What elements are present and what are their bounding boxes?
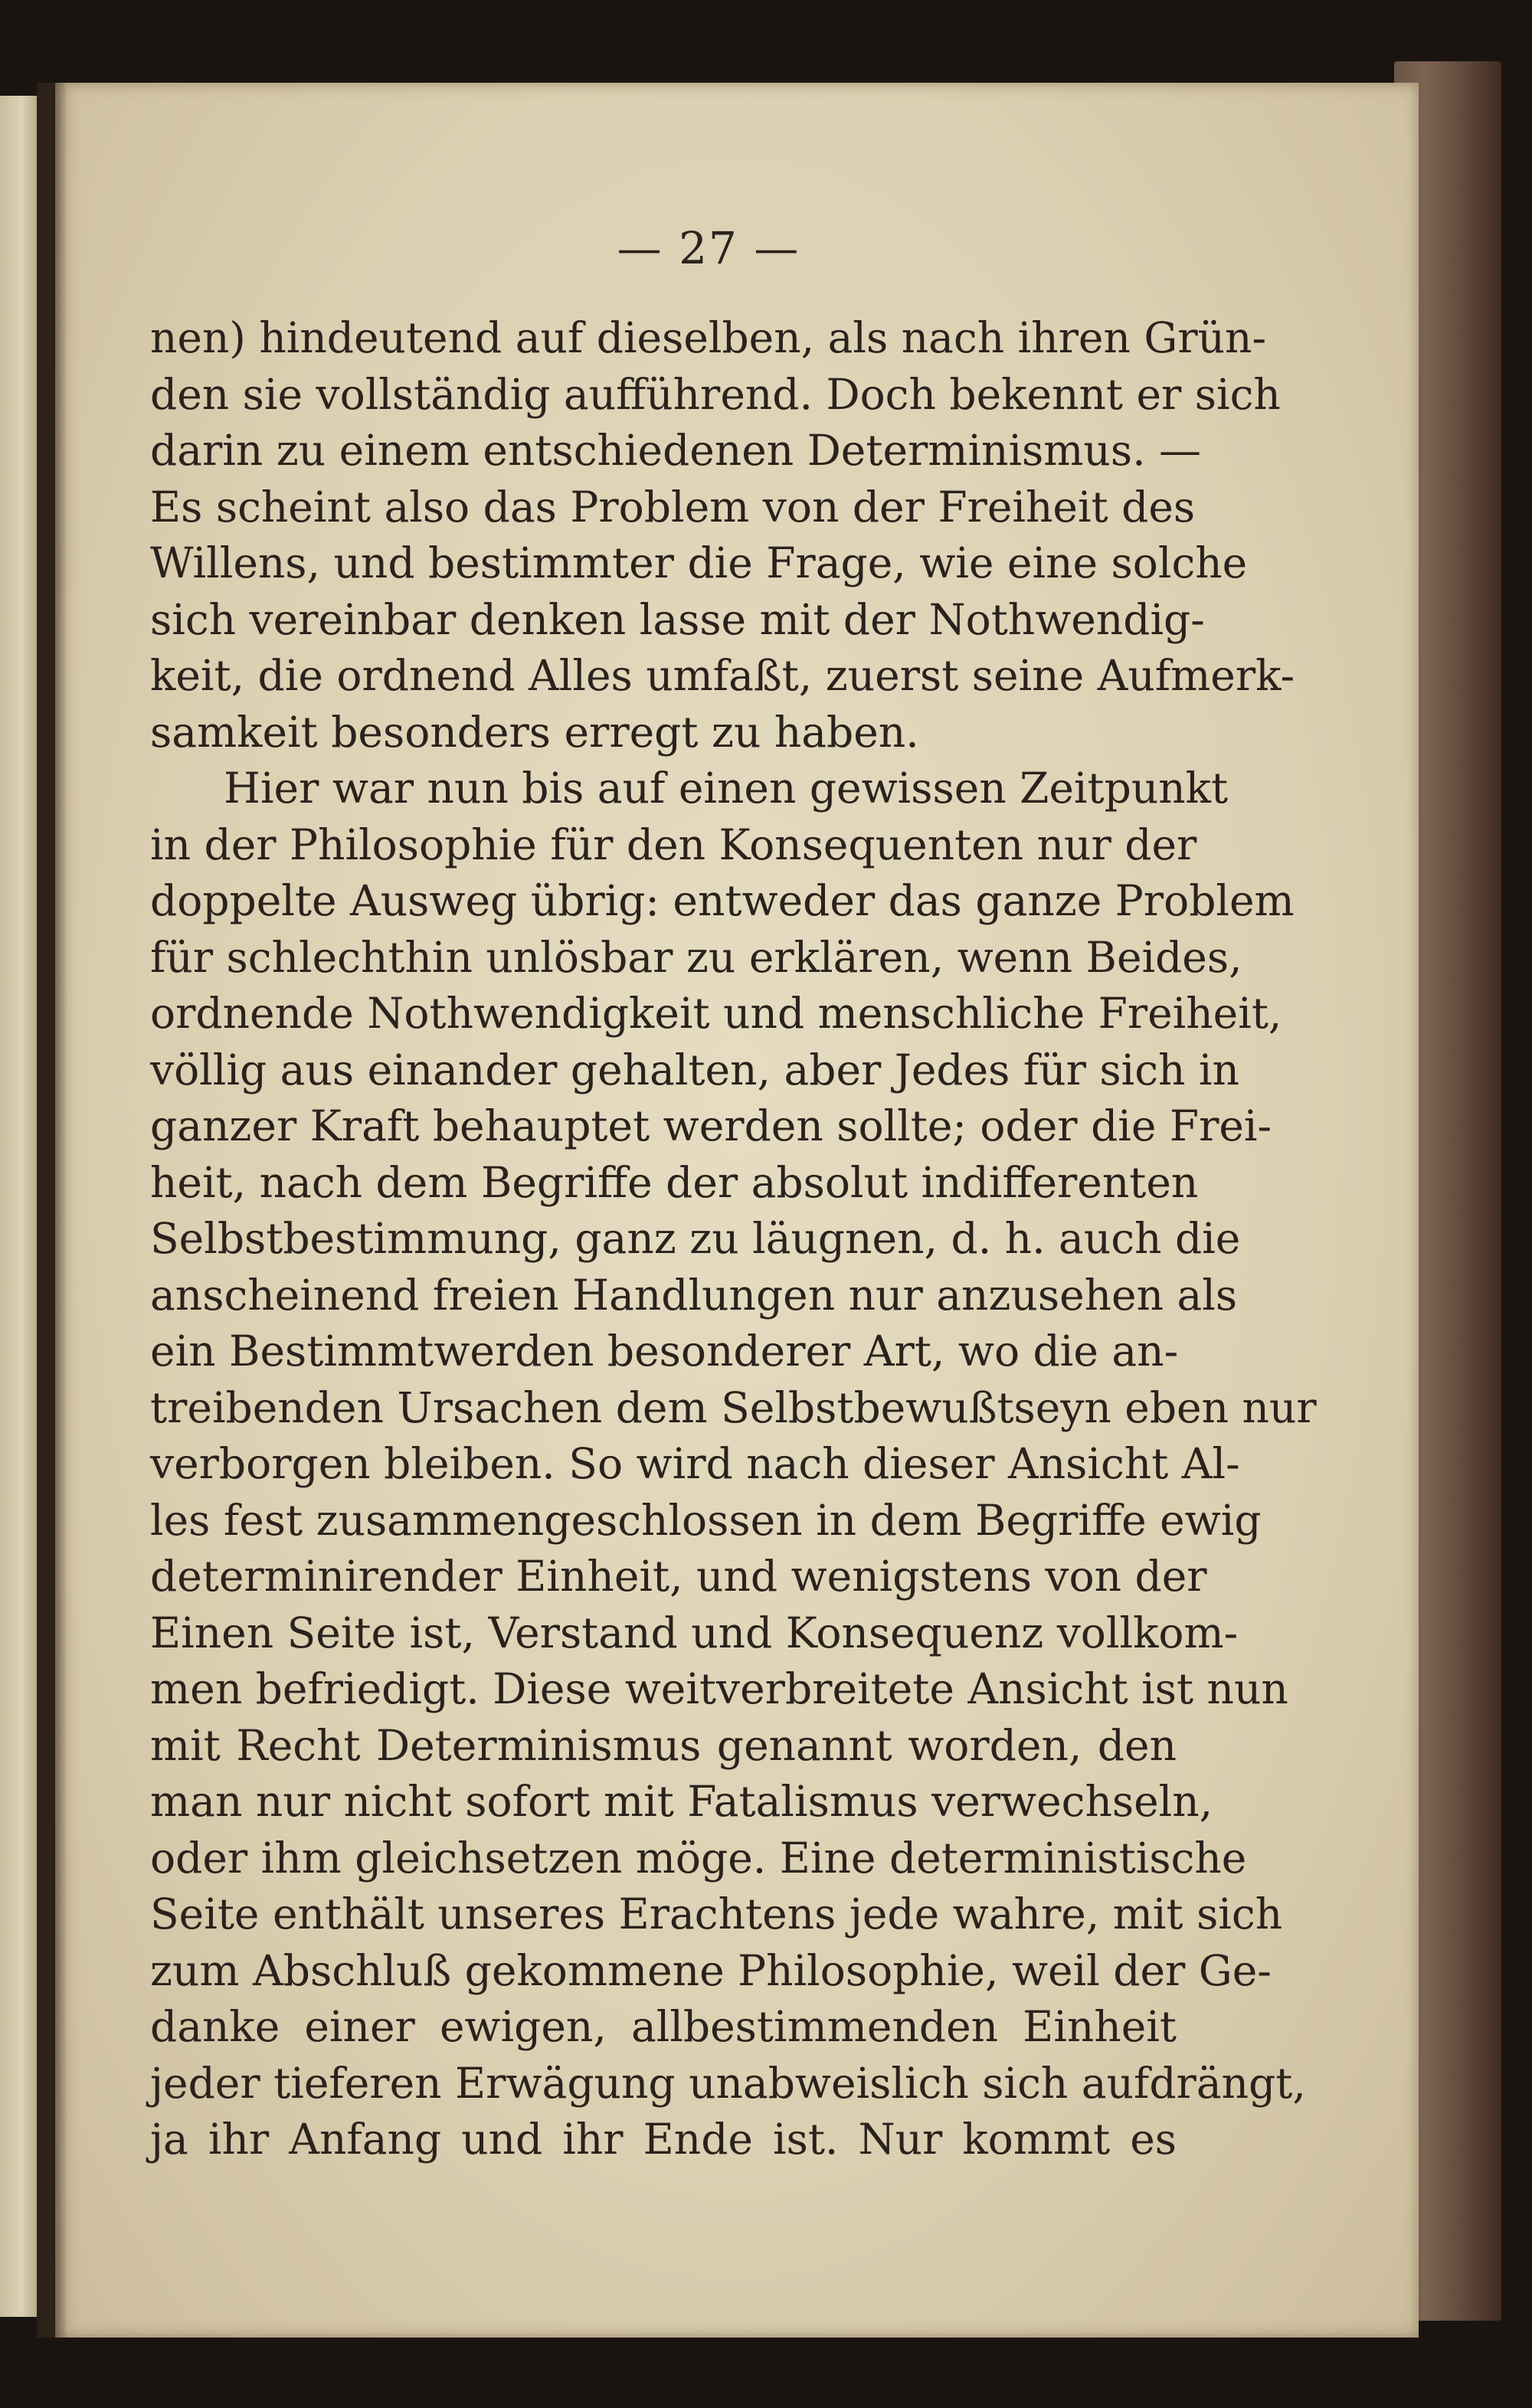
text-line: oder ihm gleichsetzen möge. Eine deterministische (150, 1833, 1247, 1883)
gutter-shadow (37, 83, 67, 2338)
text-line: man nur nicht sofort mit Fatalismus verwechseln, (150, 1777, 1213, 1826)
text-line: les fest zusammengeschlossen in dem Begriffe ewig (150, 1495, 1262, 1545)
text-line: ja ihr Anfang und ihr Ende ist. Nur kommt es (150, 2115, 1177, 2164)
text-line: mit Recht Determinismus genannt worden, den (150, 1720, 1177, 1770)
body-text (150, 310, 1317, 2168)
text-line: jeder tieferen Erwägung unabweislich sich aufdrängt, (150, 2058, 1306, 2108)
text-line: verborgen bleiben. So wird nach dieser Ansicht Al- (150, 1439, 1240, 1488)
text-line: Es scheint also das Problem von der Freiheit des (150, 482, 1196, 532)
text-line: determinirender Einheit, und wenigstens von der (150, 1552, 1207, 1601)
text-line: doppelte Ausweg übrig: entweder das ganze Problem (150, 876, 1295, 925)
paragraph-end-line: samkeit besonders erregt zu haben. (150, 707, 919, 757)
text-line: ein Bestimmtwerden besonderer Art, wo die an- (150, 1327, 1179, 1376)
text-line: men befriedigt. Diese weitverbreitete Ansicht ist nun (150, 1664, 1288, 1713)
text-line: nen) hindeutend auf dieselben, als nach ihren Grün- (150, 313, 1267, 362)
text-line: Selbstbestimmung, ganz zu läugnen, d. h. auch die (150, 1214, 1241, 1263)
text-line: ordnende Nothwendigkeit und menschliche Freiheit, (150, 989, 1282, 1038)
paragraph-start-line: Hier war nun bis auf einen gewissen Zeitpunkt (224, 764, 1229, 813)
text-line: keit, die ordnend Alles umfaßt, zuerst seine Aufmerk- (150, 651, 1295, 700)
text-line: Seite enthält unseres Erachtens jede wahre, mit sich (150, 1889, 1283, 1939)
text-line: heit, nach dem Begriffe der absolut indifferenten (150, 1157, 1199, 1207)
text-line: völlig aus einander gehalten, aber Jedes für sich in (150, 1045, 1239, 1094)
text-line: den sie vollständig aufführend. Doch bekennt er sich (150, 369, 1281, 419)
text-line: darin zu einem entschiedenen Determinismus. — (150, 426, 1202, 475)
text-line: treibenden Ursachen dem Selbstbewußtseyn eben nur (150, 1382, 1317, 1432)
text-line: ganzer Kraft behauptet werden sollte; oder die Frei- (150, 1101, 1272, 1150)
text-line: danke einer ewigen, allbestimmenden Einheit (150, 2002, 1177, 2051)
facing-page-edge (0, 96, 37, 2317)
text-line: in der Philosophie für den Konsequenten nur der (150, 820, 1197, 869)
text-line: anscheinend freien Handlungen nur anzusehen als (150, 1270, 1238, 1320)
text-line: Willens, und bestimmter die Frage, wie eine solche (150, 538, 1248, 587)
text-line: Einen Seite ist, Verstand und Konsequenz vollkom- (150, 1608, 1239, 1657)
text-line: für schlechthin unlösbar zu erklären, wenn Beides, (150, 932, 1242, 982)
page-number: — 27 — (617, 222, 800, 274)
text-line: sich vereinbar denken lasse mit der Nothwendig- (150, 594, 1205, 644)
text-line: zum Abschluß gekommene Philosophie, weil der Ge- (150, 1945, 1272, 1995)
